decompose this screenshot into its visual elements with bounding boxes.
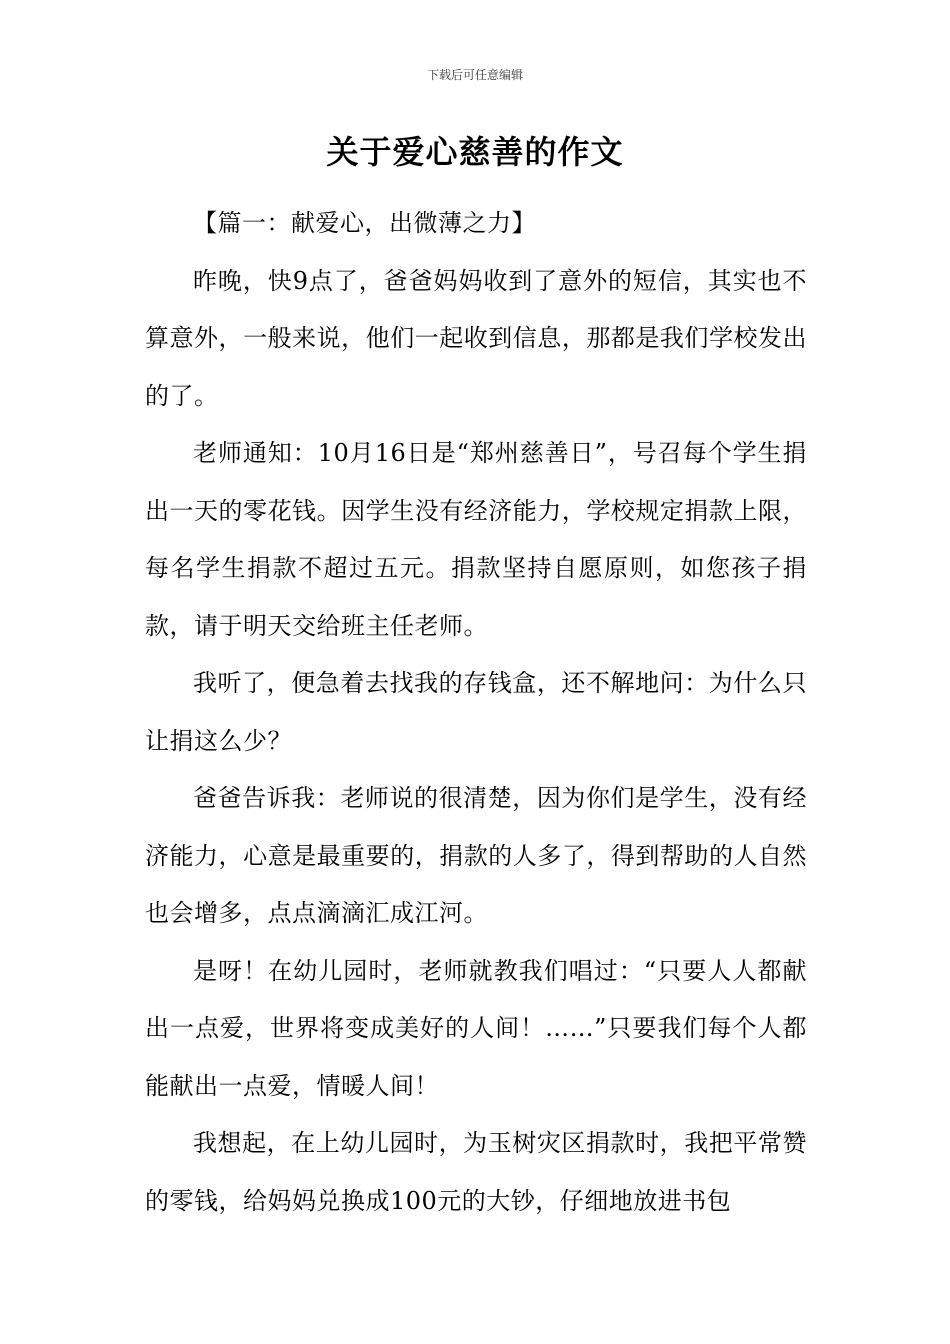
paragraph: 昨晚，快9点了，爸爸妈妈收到了意外的短信，其实也不算意外，一般来说，他们一起收到信息，那都是我们学校发出的了。 — [145, 266, 807, 410]
document-title: 关于爱心慈善的作文 — [326, 133, 624, 171]
paragraph: 爸爸告诉我：老师说的很清楚，因为你们是学生，没有经济能力，心意是最重要的，捐款的人多了，得到帮助的人自然也会增多，点点滴滴汇成江河。 — [145, 784, 807, 927]
header-note: 下载后可任意编辑 — [426, 68, 523, 82]
section-heading: 【篇一：献爱心，出微薄之力】 — [193, 209, 536, 237]
paragraph: 我听了，便急着去找我的存钱盒，还不解地问：为什么只让捐这么少？ — [145, 669, 807, 755]
paragraph: 是呀！在幼儿园时，老师就教我们唱过：“只要人人都献出一点爱，世界将变成美好的人间！……”只要我们每个人都能献出一点爱，情暖人间！ — [145, 956, 807, 1100]
document-body — [145, 195, 807, 1230]
paragraph: 我想起，在上幼儿园时，为玉树灾区捐款时，我把平常赞的零钱，给妈妈兑换成100元的大钞，仔细地放进书包 — [145, 1129, 807, 1215]
paragraph: 老师通知：10月16日是“郑州慈善日”，号召每个学生捐出一天的零花钱。因学生没有经济能力，学校规定捐款上限，每名学生捐款不超过五元。捐款坚持自愿原则，如您孩子捐款，请于明天交给班主任老师。 — [145, 439, 807, 640]
